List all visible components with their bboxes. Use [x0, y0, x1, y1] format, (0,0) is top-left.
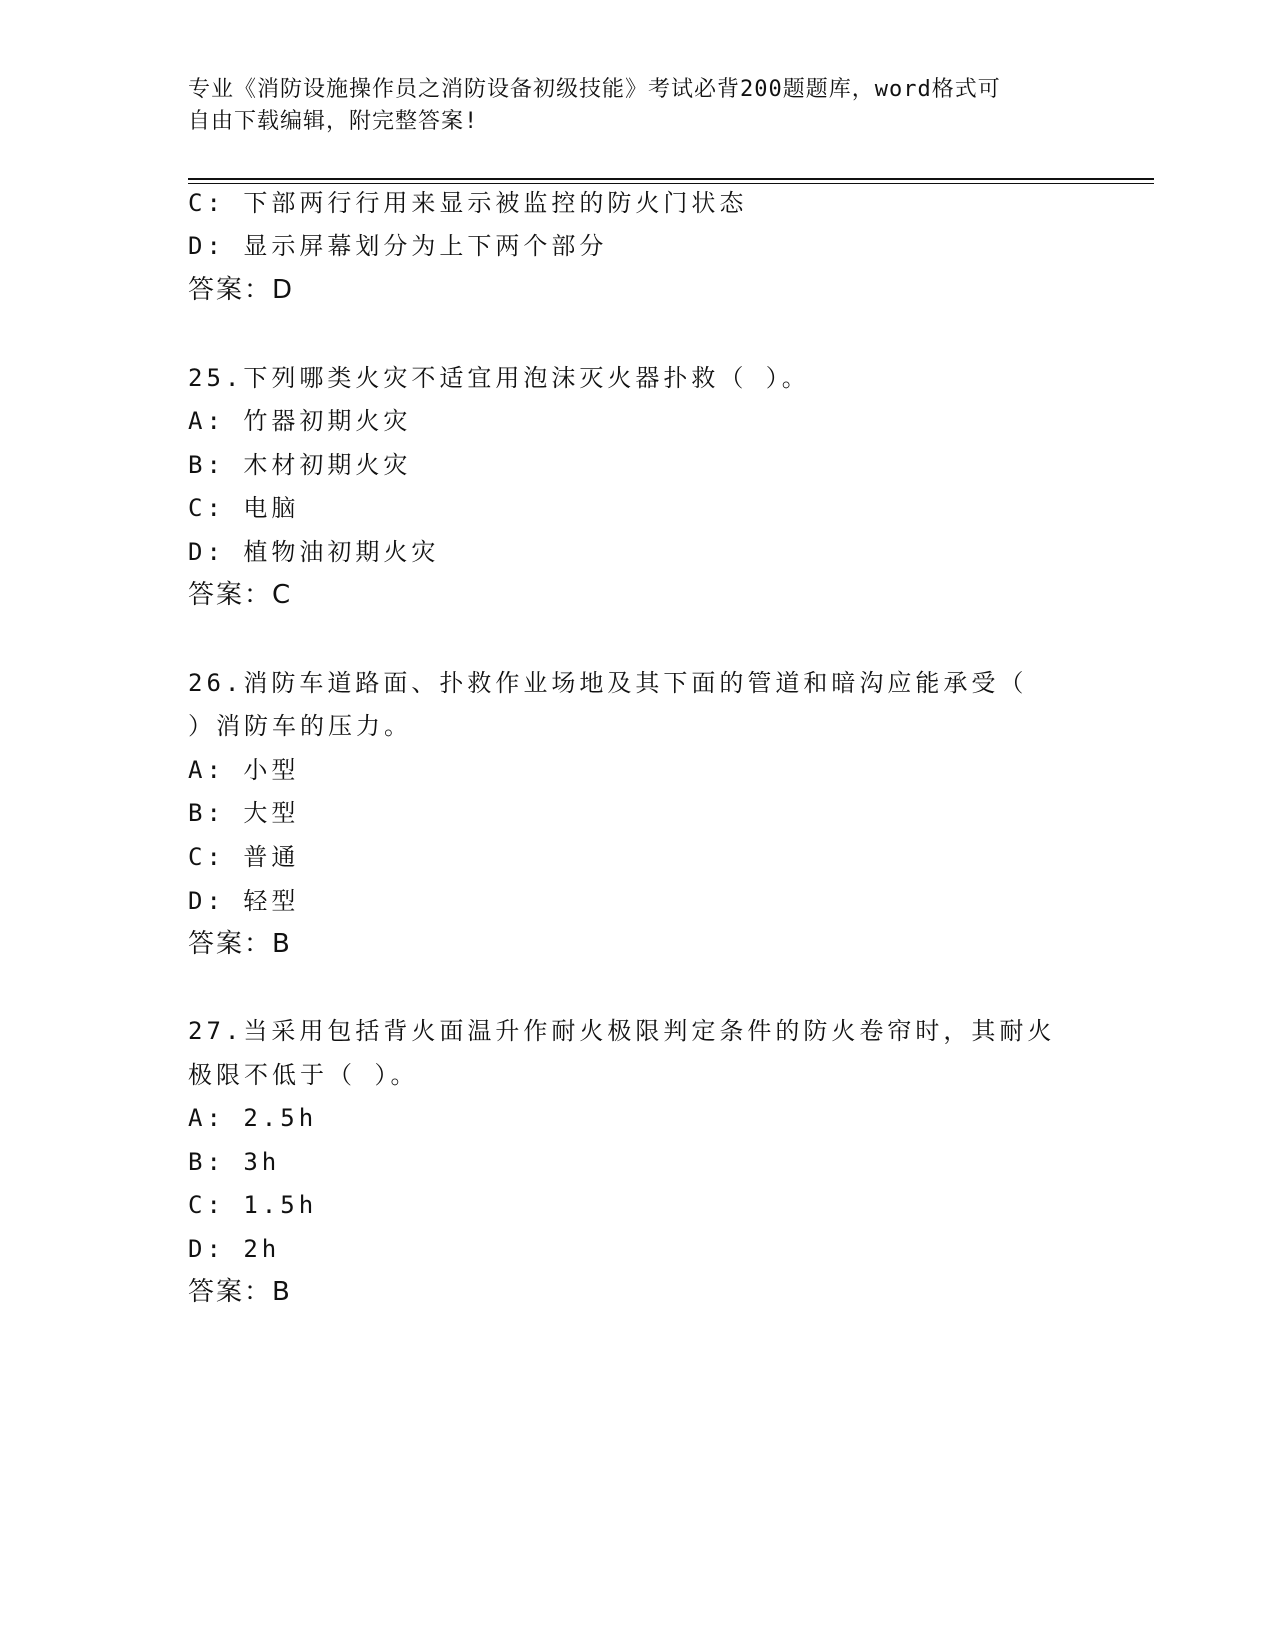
prev-option-d: D: 显示屏幕划分为上下两个部分: [188, 232, 608, 260]
q26-option-d: D: 轻型: [188, 887, 300, 915]
q25-option-b: B: 木材初期火灾: [188, 451, 412, 479]
q27-option-d: D: 2h: [188, 1235, 281, 1263]
q26-stem-line-2: ）消防车的压力。: [188, 712, 412, 740]
q27-option-c: C: 1.5h: [188, 1191, 318, 1219]
q27-option-b: B: 3h: [188, 1148, 281, 1176]
q27-answer: 答案：B: [188, 1277, 292, 1307]
q25-option-c: C: 电脑: [188, 494, 300, 522]
q25-option-d: D: 植物油初期火灾: [188, 538, 440, 566]
q27-stem-line-2: 极限不低于（ ）。: [188, 1061, 419, 1089]
q27-stem-line-1: 27.当采用包括背火面温升作耐火极限判定条件的防火卷帘时，其耐火: [188, 1017, 1056, 1045]
q25-option-a: A: 竹器初期火灾: [188, 407, 412, 435]
q25-stem: 25.下列哪类火灾不适宜用泡沫灭火器扑救（ ）。: [188, 364, 810, 392]
document-header: [188, 74, 1068, 138]
header-divider-thin: [188, 183, 1154, 184]
header-line-2: 自由下载编辑，附完整答案!: [188, 109, 479, 134]
q26-option-a: A: 小型: [188, 756, 300, 784]
header-line-1: 专业《消防设施操作员之消防设备初级技能》考试必背200题题库，word格式可: [188, 77, 1001, 102]
q26-option-b: B: 大型: [188, 799, 300, 827]
q26-option-c: C: 普通: [188, 843, 300, 871]
q27-option-a: A: 2.5h: [188, 1104, 318, 1132]
prev-option-c: C: 下部两行行用来显示被监控的防火门状态: [188, 189, 748, 217]
q25-answer: 答案：C: [188, 580, 293, 610]
q26-stem-line-1: 26.消防车道路面、扑救作业场地及其下面的管道和暗沟应能承受（: [188, 669, 1028, 697]
header-divider-thick: [188, 178, 1154, 180]
prev-answer: 答案：D: [188, 275, 295, 305]
q26-answer: 答案：B: [188, 929, 292, 959]
